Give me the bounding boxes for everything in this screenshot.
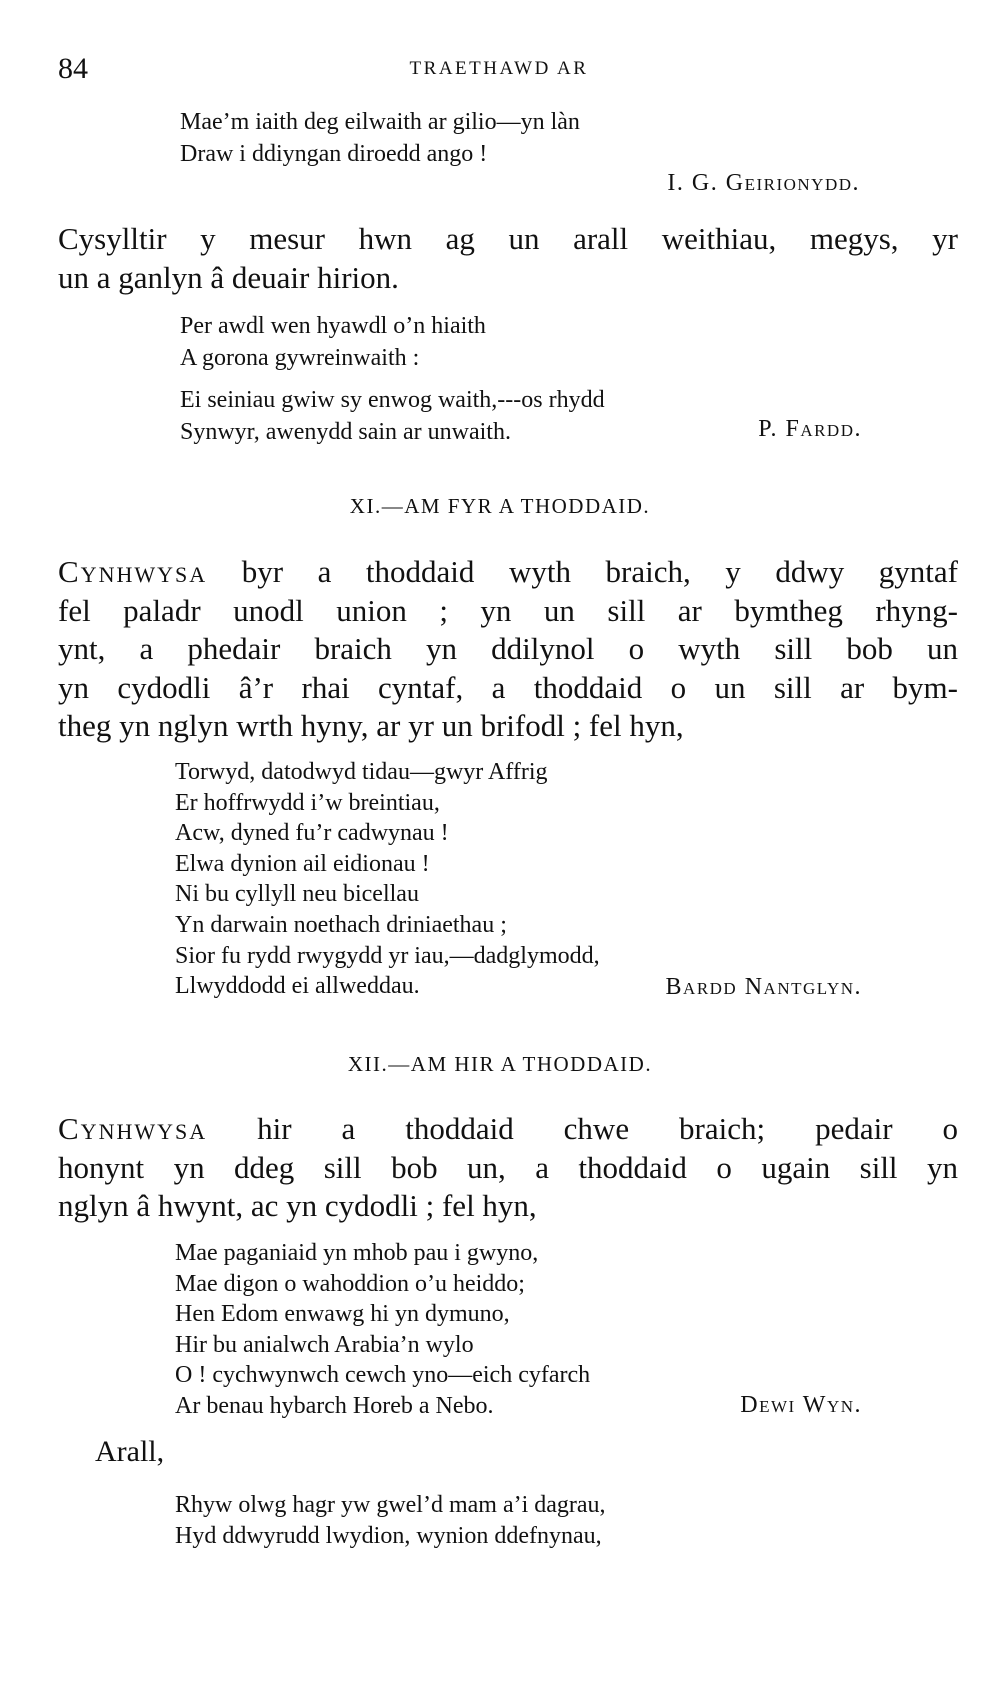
verse-line: Ni bu cyllyll neu bicellau — [175, 881, 419, 908]
verse-line: Er hoffrwydd i’w breintiau, — [175, 789, 440, 816]
prose-line: fel paladr unodl union ; yn un sill ar bymtheg rhyng- — [58, 592, 958, 628]
attribution-bardd-nantglyn: Bardd Nantglyn. — [665, 974, 862, 1000]
verse-line: Hir bu anialwch Arabia’n wylo — [175, 1331, 474, 1358]
verse-line: Elwa dynion ail eidionau ! — [175, 850, 430, 877]
prose-line: nglyn â hwynt, ac yn cydodli ; fel hyn, — [58, 1188, 537, 1223]
prose-line: Cysylltir y mesur hwn ag un arall weithiau, megys, yr — [58, 221, 958, 256]
verse-line: Rhyw olwg hagr yw gwel’d mam a’i dagrau, — [175, 1492, 606, 1518]
attribution-p-fardd: P. Fardd. — [758, 416, 862, 442]
verse-line: Hen Edom enwawg hi yn dymuno, — [175, 1301, 510, 1327]
prose-line: Cynhwysa hir a thoddaid chwe braich; pedair o — [58, 1111, 958, 1146]
running-header — [58, 52, 940, 86]
prose-line: yn cydodli â’r rhai cyntaf, a thoddaid o un sill ar bym- — [58, 669, 958, 705]
prose-line: un a ganlyn â deuair hirion. — [58, 259, 399, 295]
lead-word: Cynhwysa — [58, 554, 208, 589]
verse-line: Draw i ddiyngan diroedd ango ! — [180, 141, 488, 167]
lead-word: Cynhwysa — [58, 1111, 208, 1146]
verse-block-xi — [175, 757, 600, 1002]
verse-line: Ei seiniau gwiw sy enwog waith,---os rhydd — [180, 387, 605, 413]
attribution-geirionydd: I. G. Geirionydd. — [667, 170, 860, 196]
prose-paragraph-1 — [58, 220, 958, 297]
verse-block-1 — [180, 106, 580, 170]
verse-line: Sior fu rydd rwygydd yr iau,—dadglymodd, — [175, 942, 600, 969]
verse-line: Hyd ddwyrudd lwydion, wynion ddefnynau, — [175, 1522, 602, 1549]
verse-line: Yn darwain noethach driniaethau ; — [175, 911, 507, 938]
section-heading-xii: XII.—AM HIR A THODDAID. — [347, 1052, 653, 1076]
prose-paragraph-xi — [58, 553, 958, 746]
prose-line: ynt, a phedair braich yn ddilynol o wyth sill bob un — [58, 631, 958, 666]
verse-line: A gorona gywreinwaith : — [180, 345, 420, 371]
section-heading-xi: XI.—AM FYR A THODDAID. — [349, 494, 651, 518]
prose-line: Cynhwysa byr a thoddaid wyth braich, y ddwy gyntaf — [58, 554, 958, 589]
verse-block-xii — [175, 1238, 590, 1421]
page-number: 84 — [58, 52, 88, 85]
verse-line: Acw, dyned fu’r cadwynau ! — [175, 820, 449, 847]
verse-line: O ! cychwynwch cewch yno—eich cyfarch — [175, 1362, 591, 1388]
verse-line: Mae paganiaid yn mhob pau i gwyno, — [175, 1240, 539, 1266]
verse-block-2 — [180, 310, 605, 448]
prose-line: theg yn nglyn wrth hyny, ar yr un brifodl ; fel hyn, — [58, 708, 684, 743]
verse-line: Llwyddodd ei allweddau. — [175, 973, 420, 1000]
verse-line: Torwyd, datodwyd tidau—gwyr Affrig — [175, 759, 548, 785]
prose-paragraph-xii — [58, 1110, 958, 1226]
verse-line: Per awdl wen hyawdl o’n hiaith — [180, 313, 486, 339]
running-title: TRAETHAWD AR — [409, 58, 589, 79]
attribution-dewi-wyn: Dewi Wyn. — [740, 1392, 862, 1418]
verse-line: Mae digon o wahoddion o’u heiddo; — [175, 1270, 525, 1297]
verse-block-xii-arall — [175, 1490, 606, 1551]
verse-line: Synwyr, awenydd sain ar unwaith. — [180, 419, 511, 445]
verse-line: Ar benau hybarch Horeb a Nebo. — [175, 1392, 494, 1419]
verse-line: Mae’m iaith deg eilwaith ar gilio—yn làn — [180, 109, 580, 135]
arall-label: Arall, — [95, 1435, 165, 1468]
prose-line: honynt yn ddeg sill bob un, a thoddaid o ugain sill yn — [58, 1149, 958, 1185]
